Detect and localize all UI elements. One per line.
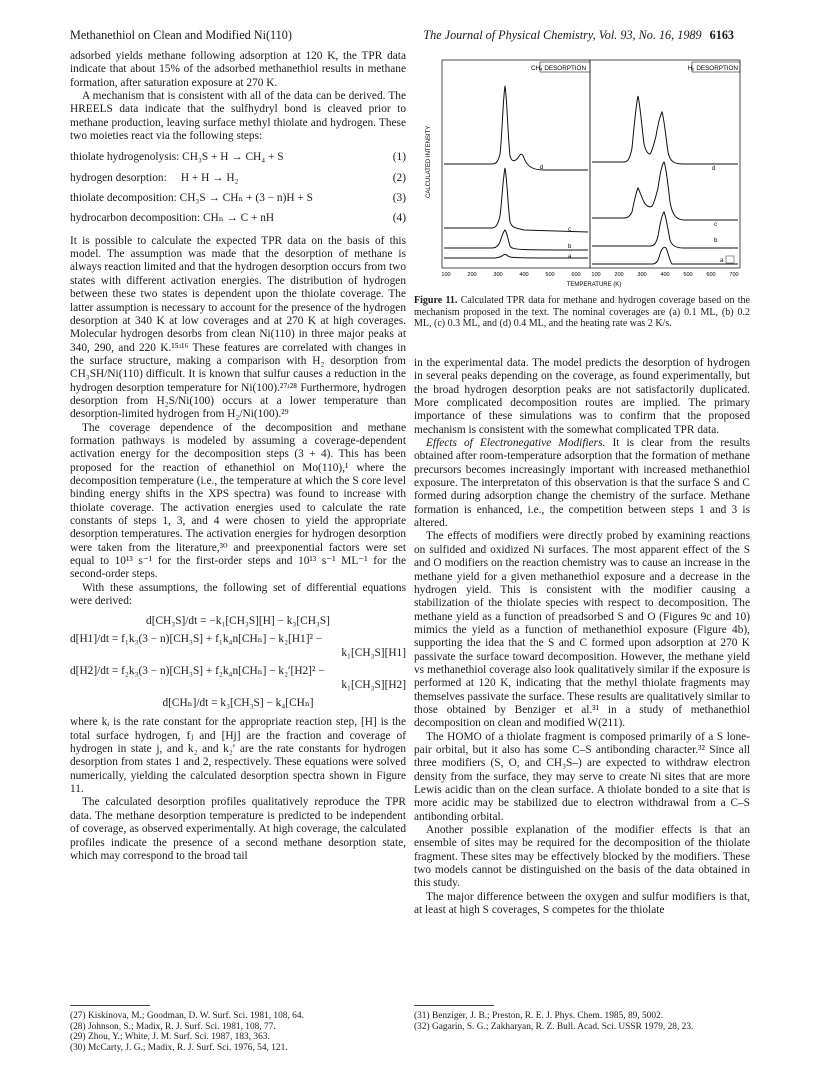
- paragraph-text: It is clear from the results obtained after room-temperature adsorption that the formation of methane precursors becomes increasingly important with increased methanethiol exposure. The interpretaton of this observation is that the surface S and C formed during adsorption change the chemistry of the surface. Methane formation is enhanced, i.e., the competition between steps 1 and 3 is altered.: [414, 437, 750, 530]
- h2-curve-a: [592, 247, 738, 264]
- curve-label-b-left: b: [568, 244, 572, 250]
- footnote-rule: [414, 1005, 494, 1006]
- curve-label-c-left: c: [568, 227, 571, 233]
- paragraph: The coverage dependence of the decomposition and methane formation pathways is modeled by assuming a coverage-dependent activation energy for the decomposition steps (3 + 4). This has been proposed for the reaction of ethanethiol on Mo(110),¹ where the decomposition temperature (i.e., the temperature at which the S core level binding energy shifts in the XPS spectra) was found to increase with thiolate coverage. The activation energies used to calculate the rate constants of steps 1, 3, and 4 were chosen to yield the appropriate desorption temperatures. The activation energies for hydrogen desorption were taken from the literature,³⁰ and preexponential factors were set equal to 10¹³ s⁻¹ for the first-order steps and 10¹³ s⁻¹ ML⁻¹ for the second-order steps.: [70, 421, 406, 581]
- paragraph: in the experimental data. The model predicts the desorption of hydrogen in several peaks depending on the coverage, as found experimentally, but the broad hydrogen desorption peaks are not satisfactorily duplicated. More complicated decomposition routes are implied. The primary importance of these simulations was to confirm that the proposed mechanism is consistent with the somewhat complicated TPR data.: [414, 357, 750, 436]
- curve-label-d-right: d: [712, 166, 716, 172]
- equation-number: (4): [392, 212, 406, 225]
- curve-label-d-left: d: [540, 165, 544, 171]
- equation-number: (2): [392, 171, 406, 184]
- reaction-step: [70, 151, 406, 164]
- equation-continuation: k₁[CH₃S][H1]: [341, 647, 406, 660]
- paragraph: where kᵢ is the rate constant for the appropriate reaction step, [H] is the total surface hydrogen, fⱼ and [Hj] are the fraction and coverage of hydrogen in state j, and k₂ and k₂′ are the rate constants for hydrogen desorption from states 1 and 2, respectively. These equations were solved numerically, yielding the calculated desorption spectra shown in Figure 11.: [70, 716, 406, 796]
- tick-label: 300: [637, 272, 647, 278]
- reference: (29) Zhou, Y.; White, J. M. Surf. Sci. 1987, 183, 363.: [70, 1032, 270, 1043]
- differential-equation: [70, 664, 406, 692]
- reference: (27) Kiskinova, M.; Goodman, D. W. Surf. Sci. 1981, 108, 64.: [70, 1011, 304, 1021]
- paragraph: The major difference between the oxygen and sulfur modifiers is that, at least at high S coverages, S competes for the thiolate: [414, 890, 750, 917]
- paragraph: The effects of modifiers were directly probed by examining reactions on sulfided and oxidized Ni surfaces. The most apparent effect of the S and O modifiers on the reaction chemistry was to cause an increase in the methane yield for a given methanethiol exposure and a decrease in the hydrogen yield. This is consistent with the modifier causing a stabilization of the thiolate species with respect to decomposition. The methane yield as a function of preadsorbed S and O (Figures 9c and 10) mimics the yield as a function of methanethiol exposure (Figure 4b), supporting the idea that the S and C formed upon adsorption at 270 K passivate the surface toward decomposition. However, the methane yield vs methanethiol coverage also look qualitatively similar if the exposure is performed at 120 K, indicating that the methyl thiolate fragments may themselves passivate the surface. These results are qualitatively similar to those obtained by Benziger et al.³¹ in a study of methanethiol decomposition on clean and modified W(211).: [414, 530, 750, 730]
- equation-line: d[H1]/dt = f₁k₃(3 − n)[CH₃S] + f₁k₄n[CHₙ] − k₂[H1]² −: [70, 633, 323, 646]
- section-heading: Effects of Electronegative Modifiers.: [426, 437, 606, 450]
- footnote-rule: [70, 1005, 150, 1006]
- right-panel-title: H₂ DESORPTION: [687, 65, 738, 72]
- equation-line: d[H2]/dt = f₂k₃(3 − n)[CH₃S] + f₂k₄n[CHₙ] − k₂′[H2]² −: [70, 665, 325, 678]
- ch4-curve-b: [444, 230, 588, 250]
- references-left: [70, 1011, 406, 1053]
- reaction-text: thiolate decomposition: CH₃S → CHₙ + (3 − n)H + S: [70, 192, 313, 205]
- tick-label: 600: [706, 272, 716, 278]
- tick-label: 100: [441, 272, 451, 278]
- tick-label: 400: [519, 272, 529, 278]
- references-right: [414, 1011, 750, 1032]
- ch4-curve-c: [444, 168, 588, 232]
- tick-label: 500: [545, 272, 555, 278]
- equation-number: (1): [392, 151, 406, 164]
- differential-equation: [70, 632, 406, 660]
- tick-label: 100: [591, 272, 601, 278]
- reference: (28) Johnson, S.; Madix, R. J. Surf. Sci. 1981, 108, 77.: [70, 1021, 276, 1032]
- tpr-plot: [414, 58, 750, 290]
- tick-label: 200: [614, 272, 624, 278]
- tick-label: 300: [493, 272, 503, 278]
- figure-11: [414, 58, 750, 290]
- equation-continuation: k₁[CH₃S][H2]: [341, 679, 406, 692]
- tick-label: 500: [683, 272, 693, 278]
- left-column: [70, 50, 406, 863]
- reference: (31) Benziger, J. B.; Preston, R. E. J. Phys. Chem. 1985, 89, 5002.: [414, 1011, 664, 1021]
- reaction-step: [70, 192, 406, 205]
- page-number: 6163: [709, 28, 734, 42]
- paragraph: adsorbed yields methane following adsorption at 120 K, the TPR data indicate that about 15% of the adsorbed methanethiol results in methane formation, after saturation exposure at 270 K.: [70, 50, 406, 89]
- h2-curve-d: [592, 96, 738, 164]
- right-column: [414, 357, 750, 917]
- ch4-curve-d: [444, 86, 588, 170]
- figure-label: Figure 11.: [414, 295, 458, 306]
- differential-equation: d[CHₙ]/dt = k₃[CH₃S] − k₄[CHₙ]: [162, 697, 314, 710]
- right-panel-marker: [726, 256, 734, 263]
- curve-label-c-right: c: [714, 222, 717, 228]
- tick-label: 400: [660, 272, 670, 278]
- curve-label-b-right: b: [714, 238, 718, 244]
- reaction-step: [70, 212, 406, 225]
- reaction-step: [70, 172, 406, 185]
- paragraph: Another possible explanation of the modifier effects is that an ensemble of sites may be required for the decomposition of the thiolate fragment. These sites may be effectively blocked by the modifiers. These two models cannot be distinguished on the basis of the data obtained in this study.: [414, 824, 750, 890]
- left-panel-title: CH₄ DESORPTION: [530, 65, 586, 72]
- running-head-journal: [423, 28, 734, 42]
- paragraph: It is possible to calculate the expected TPR data on the basis of this model. The assumption was made that the desorption of methane is always reaction limited and that the hydrogen desorption occurs from two states with different activation energies. The distribution of hydrogen between these two states is dependent upon the thiolate coverage. The latter assumption is necessary to account for the presence of the hydrogen desorption at 340 K at low coverages and at 270 K at high coverages. Molecular hydrogen desorbs from clean Ni(110) in three major peaks at 340, 290, and 220 K.¹⁵ʴ¹⁶ These features are correlated with changes in the surface structure, making a comparison with H₂ desorption from CH₃SH/Ni(110) difficult. It is known that sulfur causes a reduction in the hydrogen desorption temperature for Ni(100).²⁷ʴ²⁸ Furthermore, hydrogen desorption from H₂S/Ni(100) occurs at a lower temperature than desorption-limited hydrogen from H₂/Ni(100).²⁹: [70, 234, 406, 421]
- x-ticks: [441, 272, 738, 278]
- ch4-curve-a: [444, 255, 588, 259]
- tick-label: 200: [467, 272, 477, 278]
- reaction-text: hydrocarbon decomposition: CHₙ → C + nH: [70, 212, 275, 225]
- reaction-text: thiolate hydrogenolysis: CH₃S + H → CH₄ + S: [70, 151, 284, 164]
- reference: (32) Gagarin, S. G.; Zakharyan, R. Z. Bull. Acad. Sci. USSR 1979, 28, 23.: [414, 1021, 694, 1032]
- caption-text: Calculated TPR data for methane and hydrogen coverage based on the mechanism proposed in the text. The nominal coverages are (a) 0.1 ML, (b) 0.2 ML, (c) 0.3 ML, and (d) 0.4 ML, and the heating rate was 2 K/s.: [414, 295, 750, 330]
- paragraph: The HOMO of a thiolate fragment is composed primarily of a S lone-pair orbital, but it also has some C–S antibonding character.³² Since all three modifiers (S, O, and CH₃S–) are expected to withdraw electron density from the surface, they may serve to create Ni sites that are more Lewis acidic than on the clean surface. A thiolate bonded to a site that is more acidic may be stabilized due to electron withdrawal from a C–S antibonding orbital.: [414, 730, 750, 823]
- paragraph: A mechanism that is consistent with all of the data can be derived. The HREELS data indicate that the sulfhydryl bond is cleaved prior to methane production, leaving surface methyl thiolate and hydrogen. These two moieties react via the following steps:: [70, 90, 406, 143]
- equation-number: (3): [392, 192, 406, 205]
- running-head-title: Methanethiol on Clean and Modified Ni(110): [70, 28, 292, 42]
- h2-curve-c: [592, 162, 738, 220]
- journal-citation: The Journal of Physical Chemistry, Vol. 93, No. 16, 1989: [423, 28, 702, 42]
- reaction-text: hydrogen desorption: H + H → H₂: [70, 171, 239, 184]
- paragraph: With these assumptions, the following set of differential equations were derived:: [70, 581, 406, 608]
- differential-equation: d[CH₃S]/dt = −k₁[CH₃S][H] − k₃[CH₃S]: [146, 615, 330, 628]
- paragraph: [414, 437, 750, 530]
- curve-label-a-left: a: [568, 254, 572, 260]
- y-axis-label: CALCULATED INTENSITY: [426, 125, 432, 198]
- marker-box: [726, 256, 734, 263]
- curve-label-a-right: a: [720, 258, 724, 264]
- reference: (30) McCarty, J. G.; Madix, R. J. Surf. Sci. 1976, 54, 121.: [70, 1042, 288, 1053]
- x-axis-label: TEMPERATURE (K): [566, 282, 622, 288]
- tick-label: 700: [729, 272, 739, 278]
- figure-caption: [414, 295, 750, 330]
- tick-label: 600: [571, 272, 581, 278]
- paragraph: The calculated desorption profiles qualitatively reproduce the TPR data. The methane desorption temperature is predicted to be independent of coverage, as observed experimentally. At high coverage, the calculated profiles indicate the presence of a second methane desorption state, which may correspond to the broad tail: [70, 796, 406, 862]
